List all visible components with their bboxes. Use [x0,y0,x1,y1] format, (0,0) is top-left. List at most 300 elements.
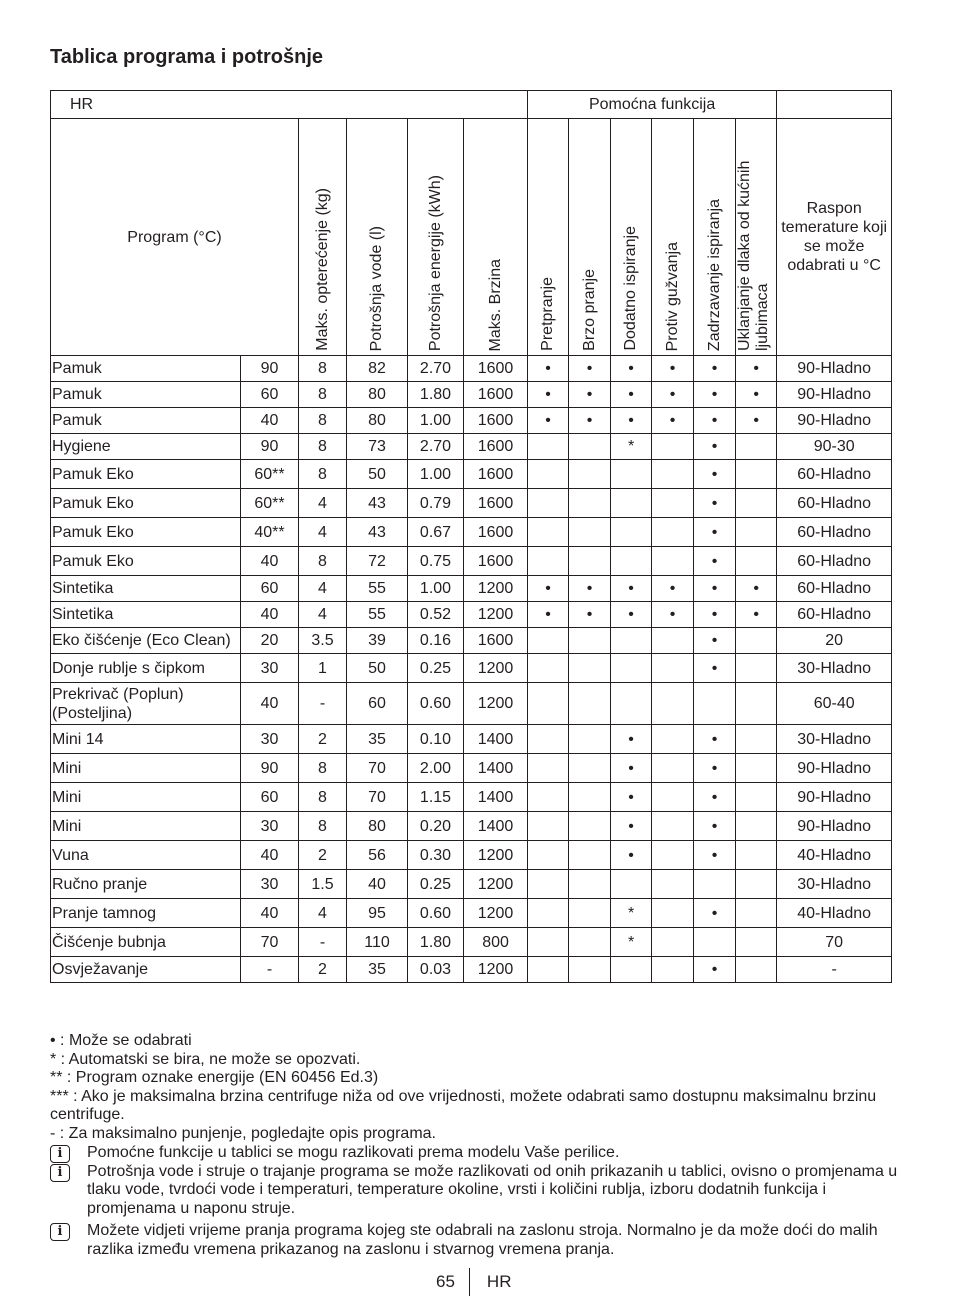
aux-header-prewash: Pretpranje [539,277,557,351]
col-header-water: Potrošnja vode (l) [368,225,385,351]
temperature-range: 60-Hladno [777,460,892,489]
table-row [51,841,892,870]
aux-function-mark [569,812,611,841]
aux-function-mark: • [694,725,736,754]
energy-consumption: 0.30 [408,841,464,870]
program-temp: 60 [241,576,299,602]
water-consumption: 73 [347,434,408,460]
max-speed: 1600 [464,547,528,576]
energy-consumption: 0.10 [408,725,464,754]
table-row [51,957,892,983]
aux-function-mark [736,783,777,812]
program-name: Mini [51,754,241,783]
water-consumption: 55 [347,576,408,602]
col-header-energy: Potrošnja energije (kWh) [426,174,444,351]
table-row [51,434,892,460]
aux-function-mark [736,489,777,518]
program-name: Čišćenje bubnja [51,928,241,957]
aux-function-mark: • [736,576,777,602]
aux-function-mark: • [652,356,694,382]
footer-divider [469,1268,470,1296]
aux-function-mark: • [652,382,694,408]
aux-function-mark: • [694,434,736,460]
aux-function-mark: * [611,434,652,460]
aux-function-mark [569,783,611,812]
max-speed: 1600 [464,460,528,489]
program-name: Sintetika [51,602,241,628]
aux-function-mark: • [569,356,611,382]
aux-function-mark: • [736,356,777,382]
aux-function-mark [569,683,611,725]
page-footer [436,1268,511,1296]
max-load: 8 [299,812,347,841]
aux-function-mark: • [652,576,694,602]
program-temp: 60** [241,460,299,489]
info-note [50,1222,910,1259]
max-speed: 1600 [464,434,528,460]
program-temp: 20 [241,628,299,654]
aux-function-mark [528,547,569,576]
energy-consumption: 0.03 [408,957,464,983]
aux-function-mark [611,489,652,518]
aux-function-mark: * [611,928,652,957]
energy-consumption: 0.60 [408,683,464,725]
aux-function-mark [736,547,777,576]
aux-function-mark: * [611,899,652,928]
aux-function-mark [694,683,736,725]
aux-function-mark [652,870,694,899]
energy-consumption: 1.00 [408,408,464,434]
aux-function-mark [652,812,694,841]
energy-consumption: 1.00 [408,576,464,602]
program-table [50,90,892,983]
energy-consumption: 0.20 [408,812,464,841]
aux-function-mark [528,489,569,518]
legend-line: ** : Program oznake energije (EN 60456 Ed.3) [50,1069,379,1087]
aux-function-mark: • [694,812,736,841]
aux-function-mark [569,460,611,489]
max-speed: 1400 [464,725,528,754]
aux-function-mark [736,870,777,899]
aux-function-mark [736,957,777,983]
water-consumption: 40 [347,870,408,899]
temperature-range: 40-Hladno [777,899,892,928]
aux-function-mark: • [694,547,736,576]
program-temp: 30 [241,870,299,899]
aux-function-mark [611,518,652,547]
aux-function-mark [652,628,694,654]
info-icon: i [50,1145,70,1163]
temperature-range: 90-Hladno [777,408,892,434]
info-note-text: Potrošnja vode i struje o trajanje programa se može razlikovati od onih prikazanih u tablici, ovisno o promjenama u tlaku vode, tvrdoći vode i temperaturi, temperature okoline, vrsti i količini rublja, izboru dodatnih funkcija i promjenama u naponu struje. [87,1162,898,1217]
energy-consumption: 1.00 [408,460,464,489]
energy-consumption: 2.00 [408,754,464,783]
aux-function-mark: • [694,841,736,870]
water-consumption: 35 [347,725,408,754]
aux-function-mark [569,754,611,783]
aux-function-mark [569,870,611,899]
program-name: Pamuk [51,408,241,434]
program-name: Ručno pranje [51,870,241,899]
info-note [50,1163,910,1219]
max-speed: 1400 [464,812,528,841]
aux-function-mark: • [694,576,736,602]
aux-function-mark [652,841,694,870]
temperature-range: 90-Hladno [777,754,892,783]
aux-function-mark: • [694,654,736,683]
legend-line: * : Automatski se bira, ne može se opozvati. [50,1050,361,1068]
max-load: 8 [299,547,347,576]
aux-function-mark [652,783,694,812]
energy-consumption: 0.52 [408,602,464,628]
energy-consumption: 0.25 [408,870,464,899]
aux-header-extra-rinse: Dodatno ispiranje [622,226,640,351]
aux-function-mark: • [611,382,652,408]
page-title: Tablica programa i potrošnje [50,46,324,68]
aux-function-mark [528,518,569,547]
program-temp: 30 [241,654,299,683]
aux-function-mark [652,547,694,576]
max-load: 1 [299,654,347,683]
aux-function-mark: • [569,408,611,434]
aux-function-mark: • [611,812,652,841]
program-temp: 40 [241,408,299,434]
aux-function-mark: • [611,576,652,602]
max-speed: 1200 [464,654,528,683]
program-name: Sintetika [51,576,241,602]
program-temp: 40 [241,602,299,628]
max-load: 4 [299,489,347,518]
info-note [50,1144,910,1163]
water-consumption: 80 [347,812,408,841]
max-speed: 800 [464,928,528,957]
aux-function-mark [528,870,569,899]
program-name: Pamuk Eko [51,489,241,518]
aux-function-mark: • [611,783,652,812]
info-note-text: Možete vidjeti vrijeme pranja programa kojeg ste odabrali na zaslonu stroja. Normalno je da može doći do malih razlika između vremena prikazanog na zaslonu i stvarnog vremena pranja. [87,1222,878,1258]
water-consumption: 80 [347,408,408,434]
program-name: Eko čišćenje (Eco Clean) [51,628,241,654]
table-row [51,754,892,783]
temperature-range: 60-Hladno [777,576,892,602]
aux-header-quick-wash: Brzo pranje [580,269,598,351]
program-temp: 30 [241,812,299,841]
info-note-text: Pomoćne funkcije u tablici se mogu razlikovati prema modelu Vaše perilice. [87,1143,620,1161]
table-row [51,928,892,957]
aux-function-mark: • [694,460,736,489]
aux-function-mark: • [528,602,569,628]
table-row [51,602,892,628]
max-load: 4 [299,576,347,602]
aux-function-mark [528,841,569,870]
water-consumption: 95 [347,899,408,928]
max-load: 1.5 [299,870,347,899]
energy-consumption: 1.80 [408,382,464,408]
max-speed: 1600 [464,489,528,518]
program-temp: 40 [241,841,299,870]
max-load: 8 [299,783,347,812]
program-temp: 60** [241,489,299,518]
table-row [51,628,892,654]
info-icon: i [50,1164,70,1182]
max-speed: 1200 [464,899,528,928]
aux-function-mark [611,547,652,576]
energy-consumption: 0.60 [408,899,464,928]
aux-function-mark [694,870,736,899]
aux-function-mark [528,899,569,928]
legend-line: • : Može se odabrati [50,1032,192,1049]
aux-function-mark [652,518,694,547]
aux-function-mark [736,654,777,683]
water-consumption: 56 [347,841,408,870]
temperature-range: 20 [777,628,892,654]
program-header: Program (°C) [51,119,299,356]
aux-function-mark: • [694,356,736,382]
program-temp: 60 [241,783,299,812]
max-speed: 1200 [464,576,528,602]
aux-function-mark [736,841,777,870]
table-row [51,460,892,489]
temperature-range: - [777,957,892,983]
max-load: 8 [299,382,347,408]
water-consumption: 70 [347,783,408,812]
temperature-range: 60-40 [777,683,892,725]
aux-function-mark: • [652,408,694,434]
max-speed: 1600 [464,518,528,547]
aux-function-mark [652,957,694,983]
aux-function-mark [528,783,569,812]
aux-function-mark: • [736,408,777,434]
aux-function-mark [736,928,777,957]
program-temp: 70 [241,928,299,957]
max-load: 4 [299,602,347,628]
aux-header-rinse-hold: Zadrzavanje ispiranja [705,198,723,351]
aux-function-mark [736,725,777,754]
temperature-range: 60-Hladno [777,602,892,628]
temperature-range: 90-Hladno [777,812,892,841]
aux-function-mark [736,518,777,547]
aux-function-mark: • [694,957,736,983]
temperature-range: 40-Hladno [777,841,892,870]
aux-function-mark [652,654,694,683]
aux-function-mark: • [611,725,652,754]
max-speed: 1600 [464,356,528,382]
program-name: Pranje tamnog [51,899,241,928]
max-load: 8 [299,408,347,434]
aux-function-mark [652,460,694,489]
max-load: - [299,928,347,957]
table-row [51,725,892,754]
max-speed: 1400 [464,754,528,783]
aux-function-mark [611,870,652,899]
aux-function-mark [736,899,777,928]
aux-function-mark [569,841,611,870]
water-consumption: 50 [347,460,408,489]
program-temp: 90 [241,754,299,783]
program-temp: 90 [241,356,299,382]
program-temp: 40** [241,518,299,547]
range-header: Raspon temerature koji se može odabrati u °C [777,119,892,356]
table-row [51,547,892,576]
temperature-range: 60-Hladno [777,547,892,576]
energy-consumption: 0.16 [408,628,464,654]
temperature-range: 70 [777,928,892,957]
aux-function-mark: • [611,841,652,870]
aux-function-mark [569,434,611,460]
aux-function-mark [528,434,569,460]
aux-function-mark: • [694,899,736,928]
max-load: 4 [299,518,347,547]
max-speed: 1600 [464,628,528,654]
program-name: Donje rublje s čipkom [51,654,241,683]
aux-function-mark [652,725,694,754]
program-name: Hygiene [51,434,241,460]
water-consumption: 82 [347,356,408,382]
max-load: 2 [299,841,347,870]
max-speed: 1200 [464,683,528,725]
aux-function-mark: • [694,382,736,408]
aux-function-mark: • [611,602,652,628]
aux-function-mark: • [569,602,611,628]
aux-function-mark [528,928,569,957]
energy-consumption: 0.25 [408,654,464,683]
aux-function-mark: • [694,602,736,628]
aux-function-mark: • [611,356,652,382]
aux-function-mark [569,725,611,754]
energy-consumption: 1.80 [408,928,464,957]
table-row [51,408,892,434]
water-consumption: 70 [347,754,408,783]
aux-function-mark [528,654,569,683]
program-name: Pamuk [51,382,241,408]
aux-function-mark: • [652,602,694,628]
aux-function-mark: • [569,382,611,408]
aux-header-pet-hair: Uklanjanje dlaka od kućnih ljubimaca [736,160,772,351]
table-row [51,356,892,382]
aux-function-mark [652,754,694,783]
temperature-range: 30-Hladno [777,870,892,899]
aux-function-mark [736,812,777,841]
max-load: 8 [299,754,347,783]
aux-function-mark [694,928,736,957]
table-row [51,783,892,812]
program-temp: 30 [241,725,299,754]
table-row [51,576,892,602]
program-name: Mini [51,812,241,841]
program-name: Mini [51,783,241,812]
max-speed: 1600 [464,382,528,408]
aux-function-mark [569,547,611,576]
aux-function-mark [569,654,611,683]
aux-function-mark: • [611,408,652,434]
empty-header-cell [777,91,892,119]
energy-consumption: 2.70 [408,434,464,460]
program-temp: 60 [241,382,299,408]
program-name: Prekrivač (Poplun) (Posteljina) [51,683,241,725]
aux-function-mark [611,683,652,725]
aux-function-mark: • [569,576,611,602]
col-header-load: Maks. opterećenje (kg) [313,188,331,351]
max-load: 8 [299,460,347,489]
aux-function-mark [611,460,652,489]
table-row [51,518,892,547]
energy-consumption: 2.70 [408,356,464,382]
table-row [51,812,892,841]
max-load: 3.5 [299,628,347,654]
program-name: Mini 14 [51,725,241,754]
max-load: 4 [299,899,347,928]
aux-function-mark: • [694,754,736,783]
aux-function-mark: • [694,518,736,547]
aux-function-mark [736,460,777,489]
energy-consumption: 1.15 [408,783,464,812]
aux-function-mark: • [694,628,736,654]
aux-function-mark [611,628,652,654]
water-consumption: 43 [347,518,408,547]
aux-function-mark [528,683,569,725]
aux-function-mark [569,957,611,983]
aux-function-mark: • [611,754,652,783]
table-row [51,654,892,683]
aux-function-mark: • [528,382,569,408]
aux-function-mark [569,628,611,654]
notes [50,1032,910,1260]
aux-function-mark [569,518,611,547]
max-load: - [299,683,347,725]
program-name: Pamuk [51,356,241,382]
energy-consumption: 0.79 [408,489,464,518]
aux-function-mark: • [694,783,736,812]
aux-function-mark: • [736,382,777,408]
aux-function-mark [528,460,569,489]
program-name: Pamuk Eko [51,547,241,576]
footer-lang: HR [486,1272,512,1291]
program-temp: 40 [241,899,299,928]
aux-function-mark [736,683,777,725]
max-load: 8 [299,434,347,460]
aux-function-mark [611,654,652,683]
program-name: Pamuk Eko [51,518,241,547]
legend-line: *** : Ako je maksimalna brzina centrifuge niža od ove vrijednosti, možete odabrati samo dostupnu maksimalnu brzinu centrifuge. [50,1087,877,1124]
water-consumption: 55 [347,602,408,628]
temperature-range: 90-Hladno [777,356,892,382]
energy-consumption: 0.75 [408,547,464,576]
page-number: 65 [436,1272,455,1291]
aux-function-mark [528,725,569,754]
max-speed: 1200 [464,870,528,899]
temperature-range: 90-Hladno [777,783,892,812]
table-row [51,870,892,899]
water-consumption: 50 [347,654,408,683]
program-temp: 40 [241,547,299,576]
aux-function-mark [652,899,694,928]
water-consumption: 110 [347,928,408,957]
aux-function-mark [569,489,611,518]
aux-function-mark [528,628,569,654]
water-consumption: 72 [347,547,408,576]
energy-consumption: 0.67 [408,518,464,547]
temperature-range: 90-Hladno [777,382,892,408]
aux-function-mark [652,928,694,957]
aux-function-mark: • [528,408,569,434]
program-temp: 40 [241,683,299,725]
max-speed: 1600 [464,408,528,434]
program-temp: 90 [241,434,299,460]
max-speed: 1400 [464,783,528,812]
water-consumption: 80 [347,382,408,408]
max-speed: 1200 [464,957,528,983]
temperature-range: 60-Hladno [777,489,892,518]
